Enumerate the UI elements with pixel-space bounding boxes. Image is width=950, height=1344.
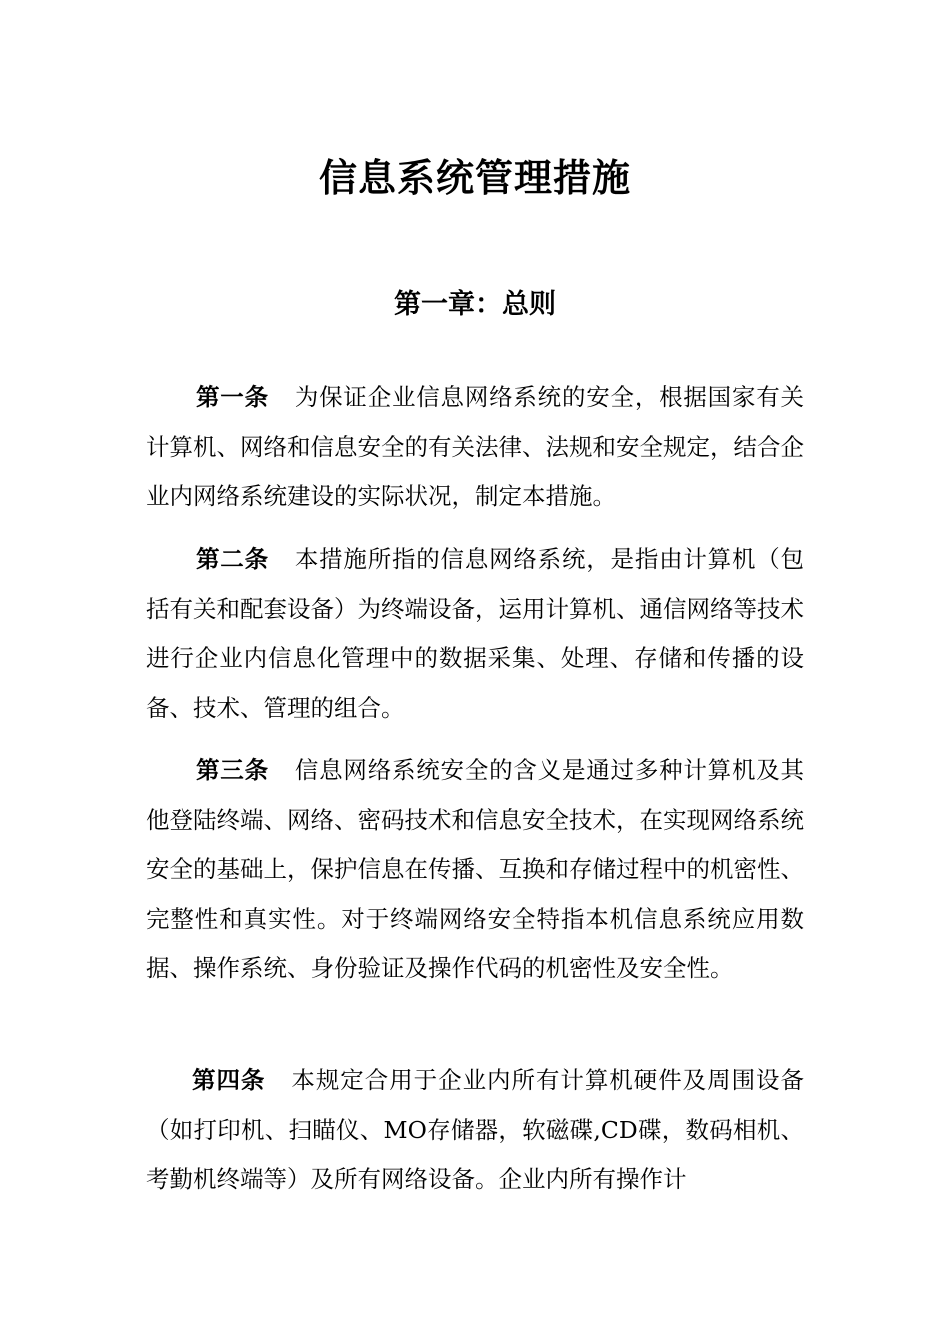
article-text: 信息网络系统安全的含义是通过多种计算机及其他登陆终端、网络、密码技术和信息安全技术，在实现网络系统安全的基础上，保护信息在传播、互换和存储过程中的机密性、完整性和真实性。对于终端网络安全特指本机信息系统应用数据、操作系统、身份验证及操作代码的机密性及安全性。 <box>146 756 805 982</box>
article-label: 第三条 <box>196 756 269 784</box>
article-paragraph <box>146 535 804 733</box>
article-text: 本措施所指的信息网络系统，是指由计算机（包括有关和配套设备）为终端设备，运用计算机、通信网络等技术进行企业内信息化管理中的数据采集、处理、存储和传播的设备、技术、管理的组合。 <box>146 545 805 722</box>
article-label: 第二条 <box>196 545 269 573</box>
document-title: 信息系统管理措施 <box>318 155 631 200</box>
article-label: 第四条 <box>192 1066 266 1094</box>
article-text: 为保证企业信息网络系统的安全，根据国家有关计算机、网络和信息安全的有关法律、法规和安全规定，结合企业内网络系统建设的实际状况，制定本措施。 <box>146 383 805 510</box>
article-label: 第一条 <box>196 383 269 411</box>
article-paragraph <box>146 746 804 994</box>
article-text: 本规定合用于企业内所有计算机硬件及周围设备（如打印机、扫瞄仪、MO存储器，软磁碟,CD碟，数码相机、考勤机终端等）及所有网络设备。企业内所有操作计 <box>146 1066 805 1193</box>
article-paragraph <box>146 373 804 522</box>
chapter-heading: 第一章：总则 <box>394 289 556 320</box>
article-paragraph <box>146 1056 804 1205</box>
